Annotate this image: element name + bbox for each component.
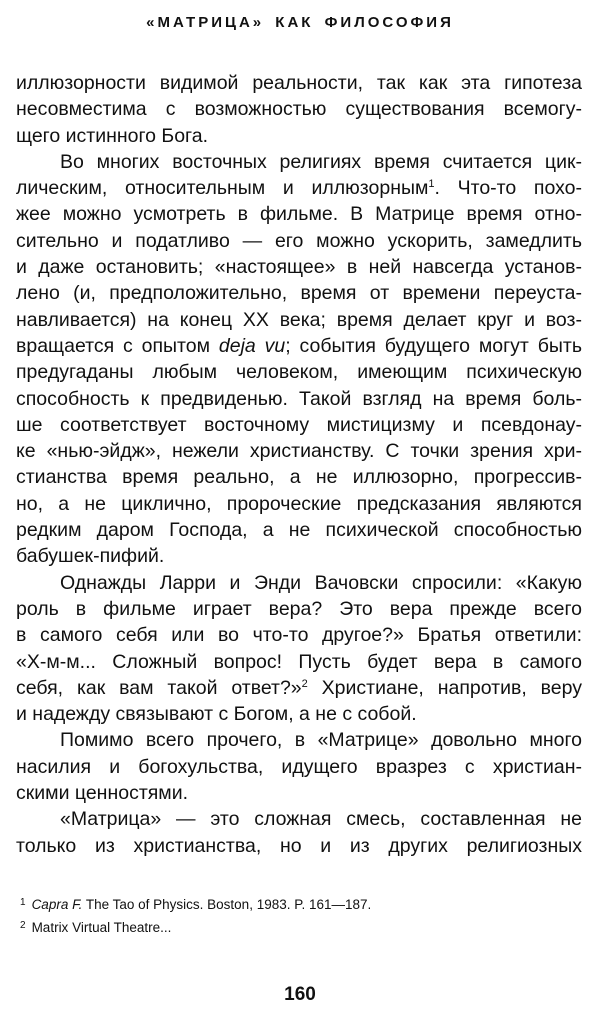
line-text: лическим, относительным и иллюзорным [16, 177, 429, 200]
text-line [16, 649, 582, 675]
text-line [16, 675, 582, 701]
text-line [16, 517, 582, 543]
line-text: ше соответствует восточному мистицизму и псевдонау- [16, 413, 582, 436]
page-number: 160 [284, 984, 316, 1005]
line-text: ; события будущего могут быть [285, 334, 583, 357]
line-text: «Х-м-м... Сложный вопрос! Пусть будет вера в самого [16, 650, 582, 673]
line-text: «Матрица» — это сложная смесь, составленная не [60, 808, 582, 831]
text-line [16, 280, 582, 306]
italic-term: deja vu [218, 334, 286, 357]
text-line [16, 149, 582, 175]
body-text [16, 70, 582, 859]
text-line [16, 780, 582, 806]
text-line [16, 307, 582, 333]
line-text: щего истинного Бога. [16, 124, 209, 147]
text-line [16, 543, 582, 569]
line-text: и даже остановить; «настоящее» в ней навсегда установ- [16, 256, 582, 279]
footnotes [20, 892, 580, 938]
line-text: только из христианства, но и из других религиозных [16, 834, 582, 857]
text-line [16, 386, 582, 412]
line-text: ке «нью-эйдж», нежели христианству. С точки зрения хри- [16, 440, 582, 463]
line-text: несовместима с возможностью существования всемогу- [16, 98, 582, 121]
text-line [16, 438, 582, 464]
text-line [16, 727, 582, 753]
text-line [16, 254, 582, 280]
line-text: стианства время реально, а не иллюзорно, прогрессив- [16, 466, 582, 489]
line-text: себя, как вам такой ответ?» [16, 676, 302, 699]
line-text: Христиане, напротив, веру [307, 676, 582, 699]
line-text: Во многих восточных религиях время считается цик- [60, 150, 582, 173]
line-text: предугаданы любым человеком, имеющим психическую [16, 361, 582, 384]
footnote-text: Matrix Virtual Theatre... [31, 920, 172, 935]
text-line [16, 754, 582, 780]
footnote-reference: 1 [428, 178, 435, 191]
footnote-author: Capra F. [31, 897, 83, 912]
footnote-text: The Tao of Physics. Boston, 1983. P. 161—187. [82, 897, 372, 912]
text-line [16, 228, 582, 254]
footnote-mark: 2 [20, 920, 26, 931]
text-line [16, 96, 582, 122]
text-line [16, 806, 582, 832]
text-line [16, 201, 582, 227]
footnote-reference: 2 [301, 677, 308, 690]
line-text: и надежду связывают с Богом, а не с собой. [16, 703, 417, 726]
line-text: навливается) на конец XX века; время делает круг и воз- [16, 308, 582, 331]
text-line [16, 70, 582, 96]
line-text: Однажды Ларри и Энди Вачовски спросили: «Какую [60, 571, 582, 594]
text-line [16, 333, 582, 359]
line-text: но, а не циклично, пророческие предсказания являются [16, 492, 582, 515]
line-text: сительно и податливо — его можно ускорить, замедлить [16, 229, 582, 252]
text-line [16, 833, 582, 859]
text-line [16, 175, 582, 201]
running-head: «МАТРИЦА» КАК ФИЛОСОФИЯ [146, 14, 454, 31]
line-text: Помимо всего прочего, в «Матрице» довольно много [60, 729, 582, 752]
text-line [16, 123, 582, 149]
line-text: в самого себя или во что-то другое?» Братья ответили: [16, 624, 582, 647]
text-line [16, 464, 582, 490]
line-text: лено (и, предположительно, время от времени переуста- [16, 282, 582, 305]
text-line [16, 570, 582, 596]
text-line [16, 412, 582, 438]
line-text: редким даром Господа, а не психической способностью [16, 519, 582, 542]
line-text: скими ценностями. [16, 782, 189, 805]
line-text: насилия и богохульства, идущего вразрез с христиан- [16, 755, 582, 778]
footnote [20, 915, 580, 938]
line-text: способность к предвиденью. Такой взгляд на время боль- [16, 387, 582, 410]
line-text: . Что-то похо- [434, 177, 582, 200]
text-line [16, 359, 582, 385]
line-text: жее можно усмотреть в фильме. В Матрице время отно- [16, 203, 582, 226]
line-text: бабушек-пифий. [16, 545, 165, 568]
text-line [16, 701, 582, 727]
text-line [16, 596, 582, 622]
line-text: роль в фильме играет вера? Это вера прежде всего [16, 597, 582, 620]
footnote-mark: 1 [20, 897, 26, 908]
text-line [16, 622, 582, 648]
line-text: вращается с опытом [16, 334, 219, 357]
footnote [20, 892, 580, 915]
text-line [16, 491, 582, 517]
line-text: иллюзорности видимой реальности, так как эта гипотеза [16, 72, 582, 94]
